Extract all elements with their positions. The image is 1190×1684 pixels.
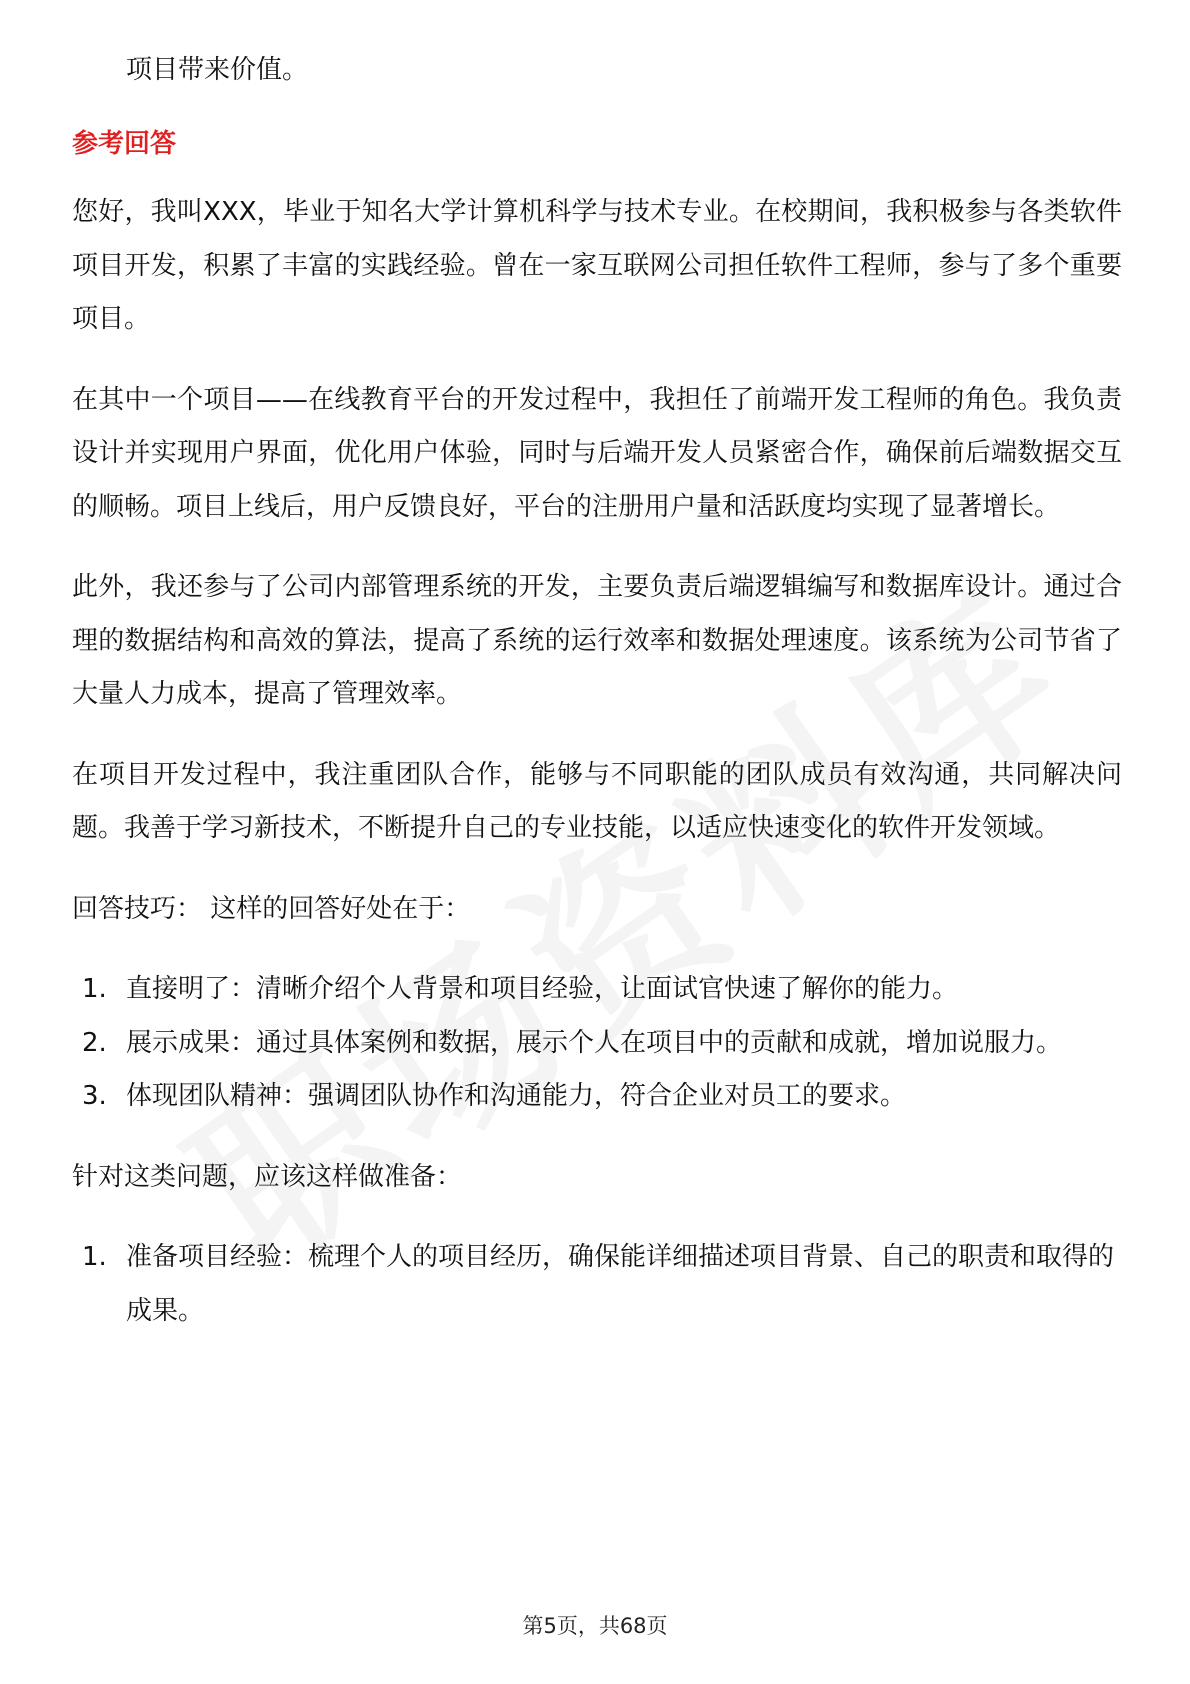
list-text: 展示成果：通过具体案例和数据，展示个人在项目中的贡献和成就，增加说服力。 (126, 1027, 1063, 1058)
list-item (72, 1017, 1122, 1071)
answer-paragraph-3: 此外，我还参与了公司内部管理系统的开发，主要负责后端逻辑编写和数据库设计。通过合理的数据结构和高效的算法，提高了系统的运行效率和数据处理速度。该系统为公司节省了大量人力成本，提高了管理效率。 (72, 572, 1122, 709)
section-heading: 参考回答 (72, 129, 177, 159)
list-number: 1. (82, 974, 107, 1004)
tips-intro: 回答技巧： 这样的回答好处在于： (72, 893, 471, 924)
list-item (72, 963, 1122, 1017)
prep-list (72, 1231, 1122, 1338)
page-content (72, 44, 1122, 1365)
list-text: 直接明了：清晰介绍个人背景和项目经验，让面试官快速了解你的能力。 (126, 974, 959, 1004)
page-number: 第5页，共68页 (522, 1614, 668, 1638)
answer-paragraph-4: 在项目开发过程中，我注重团队合作，能够与不同职能的团队成员有效沟通，共同解决问题。我善于学习新技术，不断提升自己的专业技能，以适应快速变化的软件开发领域。 (72, 759, 1122, 843)
list-item (72, 1070, 1122, 1124)
list-number: 3. (82, 1081, 107, 1111)
answer-paragraph-1: 您好，我叫XXX，毕业于知名大学计算机科学与技术专业。在校期间，我积极参与各类软件项目开发，积累了丰富的实践经验。曾在一家互联网公司担任软件工程师，参与了多个重要项目。 (72, 197, 1122, 334)
list-text: 准备项目经验：梳理个人的项目经历，确保能详细描述项目背景、自己的职责和取得的成果。 (126, 1242, 1115, 1326)
prep-intro: 针对这类问题，应该这样做准备： (72, 1161, 463, 1192)
continued-line: 项目带来价值。 (126, 55, 309, 85)
list-text: 体现团队精神：强调团队协作和沟通能力，符合企业对员工的要求。 (126, 1081, 907, 1111)
answer-paragraph-2: 在其中一个项目——在线教育平台的开发过程中，我担任了前端开发工程师的角色。我负责设计并实现用户界面，优化用户体验，同时与后端开发人员紧密合作，确保前后端数据交互的顺畅。项目上线后，用户反馈良好，平台的注册用户量和活跃度均实现了显著增长。 (72, 384, 1122, 522)
tips-list (72, 963, 1122, 1124)
list-number: 1. (82, 1242, 107, 1272)
list-number: 2. (82, 1027, 107, 1058)
list-item (72, 1231, 1122, 1338)
